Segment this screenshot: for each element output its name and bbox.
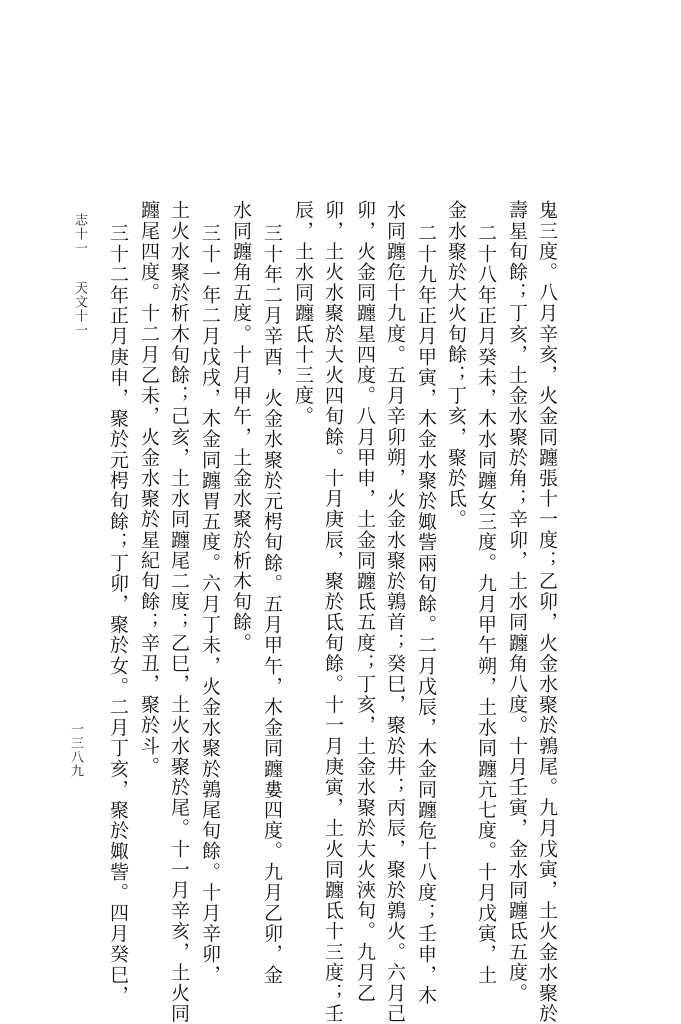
- running-header: [70, 213, 89, 337]
- text-column-13: 土火水聚於析木旬餘；己亥，土水同躔尾二度；乙巳，土火水聚於尾。十一月辛亥，土火同: [168, 200, 190, 1024]
- text-column-9: 辰，土水同躔氐十三度。: [292, 200, 314, 427]
- text-column-6: 水同躔危十九度。五月辛卯朔，火金水聚於鶉首；癸巳，聚於井；丙辰，聚於鶉火。六月己: [384, 200, 406, 1024]
- text-column-11: 水同躔角五度。十月甲午，土金水聚於析木旬餘。: [230, 200, 252, 654]
- page-number: 一三八九: [68, 722, 83, 778]
- text-column-4: 金水聚於大火旬餘；丁亥，聚於氐。: [445, 200, 467, 530]
- text-column-8: 卯，土火水聚於大火四旬餘。十月庚辰，聚於氐旬餘。十一月庚寅，土火同躔氐十三度；壬: [322, 200, 344, 1024]
- text-column-7: 卯，火金同躔星四度。八月甲申，土金同躔氐五度；丁亥，土金水聚於大火浹旬。九月乙: [354, 200, 376, 1004]
- text-column-1: 鬼三度。八月辛亥，火金同躔張十一度；乙卯，火金水聚於鶉尾。九月戊寅，土火金水聚於: [536, 200, 558, 1024]
- text-column-10: 三十年二月辛酉，火金水聚於元枵旬餘。五月甲午，木金同躔婁四度。九月乙卯，金: [261, 223, 283, 986]
- text-column-15: 三十二年正月庚申，聚於元枵旬餘；丁卯，聚於女。二月丁亥，聚於娵訾。四月癸巳，: [107, 223, 129, 1006]
- text-column-5: 二十九年正月甲寅，木金水聚於娵訾兩旬餘。二月戊辰，木金同躔危十八度；壬申，木: [415, 223, 437, 1006]
- volume-title: 志十一: [72, 213, 87, 255]
- text-column-14: 躔尾四度。十二月乙未，火金水聚於星紀旬餘；辛丑，聚於斗。: [138, 200, 160, 777]
- text-column-3: 二十八年正月癸未，木水同躔女三度。九月甲午朔，土水同躔亢七度。十月戊寅，土: [475, 223, 497, 986]
- text-column-2: 壽星旬餘；丁亥，土金水聚於角；辛卯，土水同躔角八度。十月壬寅，金水同躔氐五度。: [506, 200, 528, 1004]
- text-column-12: 三十一年二月戊戌，木金同躔胃五度。六月丁未，火金水聚於鶉尾旬餘。十月辛卯，: [199, 223, 221, 986]
- section-title: 天文十一: [72, 281, 87, 337]
